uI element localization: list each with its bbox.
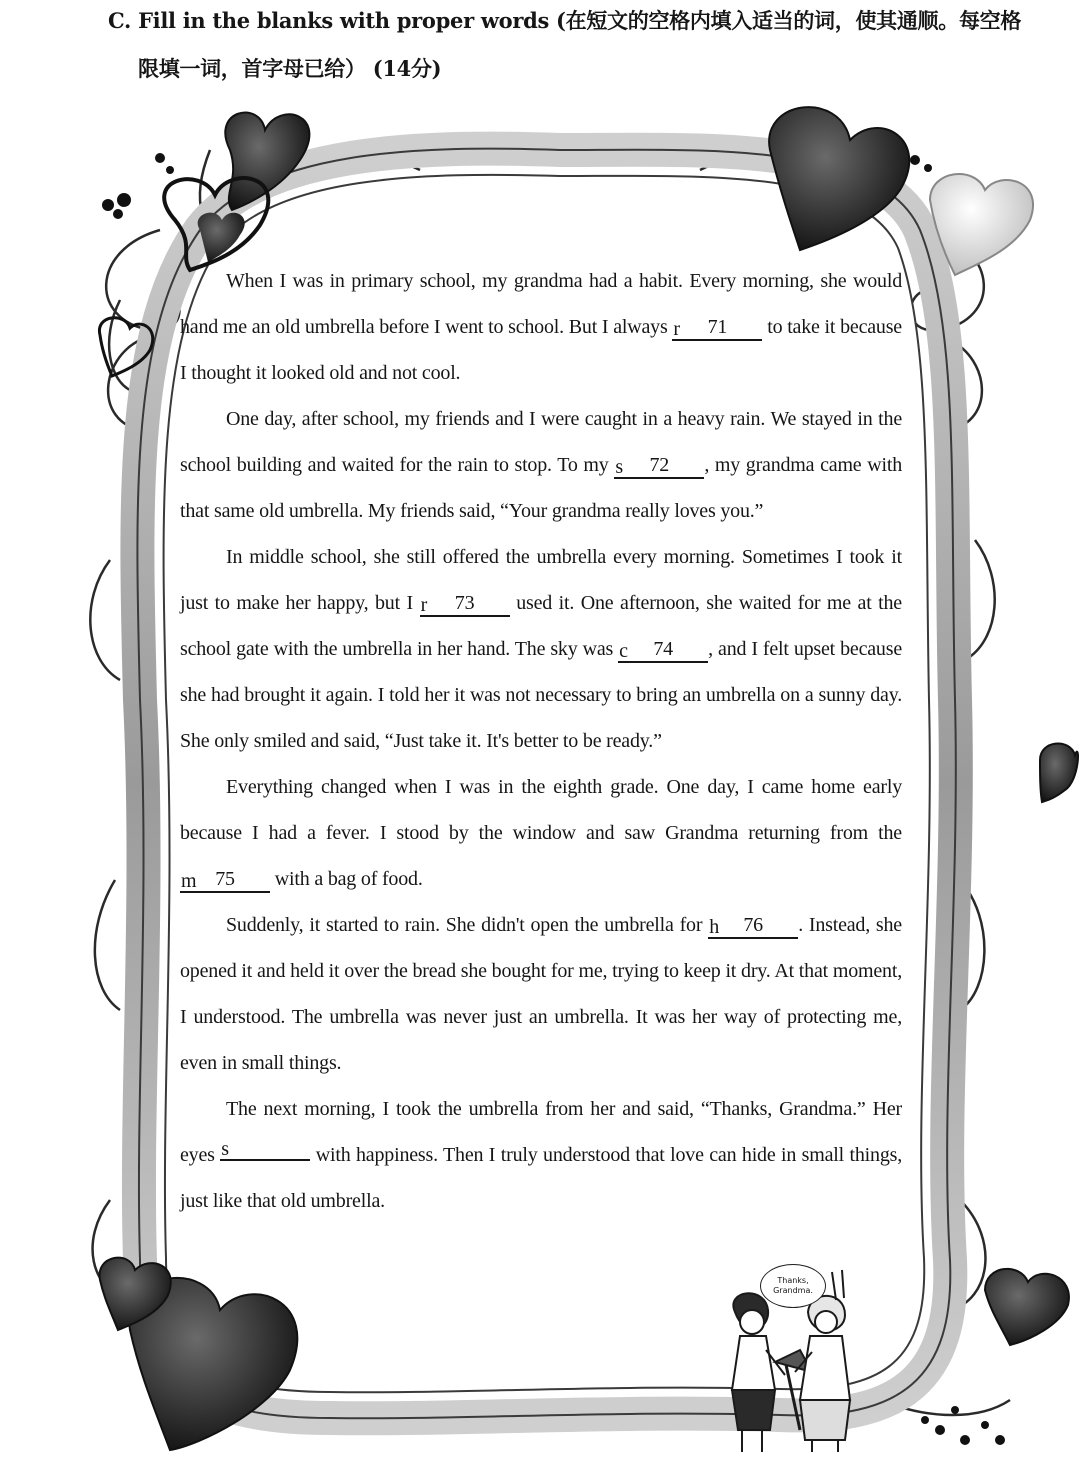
speech-line-2: Grandma. <box>773 1286 813 1295</box>
paragraph-text: When I was in primary school, my grandma had a habit. Every morning, she would hand me an old umbrella before I went to school. But I always <box>180 270 902 338</box>
paragraph-text: . Instead, she opened it and held it over the bread she bought for me, trying to keep it dry. At that moment, I understood. The umbrella was never just an umbrella. It was her way of protecting me, even in small things. <box>180 914 902 1074</box>
blank-question-number: 75 <box>215 868 235 890</box>
paragraph <box>180 1086 902 1224</box>
answer-blank[interactable] <box>614 455 704 479</box>
paragraph-text: , my grandma came with that same old umbrella. My friends said, “Your grandma really loves you.” <box>180 454 902 522</box>
blank-question-number: 76 <box>743 914 763 936</box>
paragraph-text: with happiness. Then I truly understood that love can hide in small things, just like that old umbrella. <box>180 1144 903 1212</box>
blank-question-number: 74 <box>653 638 673 660</box>
paragraph <box>180 258 902 396</box>
passage <box>180 258 902 1224</box>
instruction-line-2: 限填一词，首字母已给） (14分) <box>138 56 442 81</box>
answer-blank[interactable] <box>220 1137 310 1161</box>
paragraph-text: Suddenly, it started to rain. She didn't open the umbrella for <box>226 914 709 936</box>
blank-question-number: 72 <box>649 454 670 476</box>
heart-bottom-right-icon <box>985 1269 1069 1345</box>
answer-blank[interactable] <box>618 639 708 663</box>
blank-question-number: 71 <box>707 316 728 338</box>
paragraph-text: , and I felt upset because she had brought it again. I told her it was not necessary to bring an umbrella on a sunny day. She only smiled and said, “Just take it. It's better to be ready.” <box>180 638 902 752</box>
blank-initial-letter: r <box>420 594 428 616</box>
paragraph-text: The next morning, I took the umbrella from her and said, “Thanks, Grandma.” Her eyes <box>180 1098 902 1166</box>
paragraph-text: with a bag of food. <box>270 868 423 890</box>
paragraph <box>180 902 902 1086</box>
answer-blank[interactable] <box>420 593 510 617</box>
paragraph-text: Everything changed when I was in the eighth grade. One day, I came home early because I had a fever. I stood by the window and saw Grandma returning from the <box>180 776 902 844</box>
blank-question-number: 73 <box>454 592 475 614</box>
answer-blank[interactable] <box>708 915 798 939</box>
paragraph <box>180 396 902 534</box>
blank-initial-letter: c <box>619 640 628 662</box>
paragraph <box>180 534 902 764</box>
blank-initial-letter: s <box>221 1138 229 1160</box>
blank-initial-letter: h <box>709 916 719 938</box>
instruction-line-1: C. Fill in the blanks with proper words (在短文的空格内填入适当的词，使其通顺。每空格 <box>108 8 1022 33</box>
paragraph-text: to take it because I thought it looked old and not cool. <box>180 316 902 384</box>
answer-blank[interactable] <box>180 869 270 893</box>
speech-bubble <box>760 1264 826 1308</box>
blank-initial-letter: r <box>673 318 680 340</box>
paragraph-text: used it. One afternoon, she waited for me at the school gate with the umbrella in her hand. The sky was <box>180 592 902 660</box>
paragraph-text: One day, after school, my friends and I were caught in a heavy rain. We stayed in the school building and waited for the rain to stop. To my <box>180 408 902 476</box>
speech-line-1: Thanks, <box>777 1276 809 1285</box>
blank-initial-letter: s <box>615 456 623 478</box>
heart-right-mid-icon <box>1040 744 1078 802</box>
paragraph-text: In middle school, she still offered the umbrella every morning. Sometimes I took it just to make her happy, but I <box>180 546 902 614</box>
answer-blank[interactable] <box>672 317 762 341</box>
blank-initial-letter: m <box>181 870 197 892</box>
paragraph <box>180 764 902 902</box>
